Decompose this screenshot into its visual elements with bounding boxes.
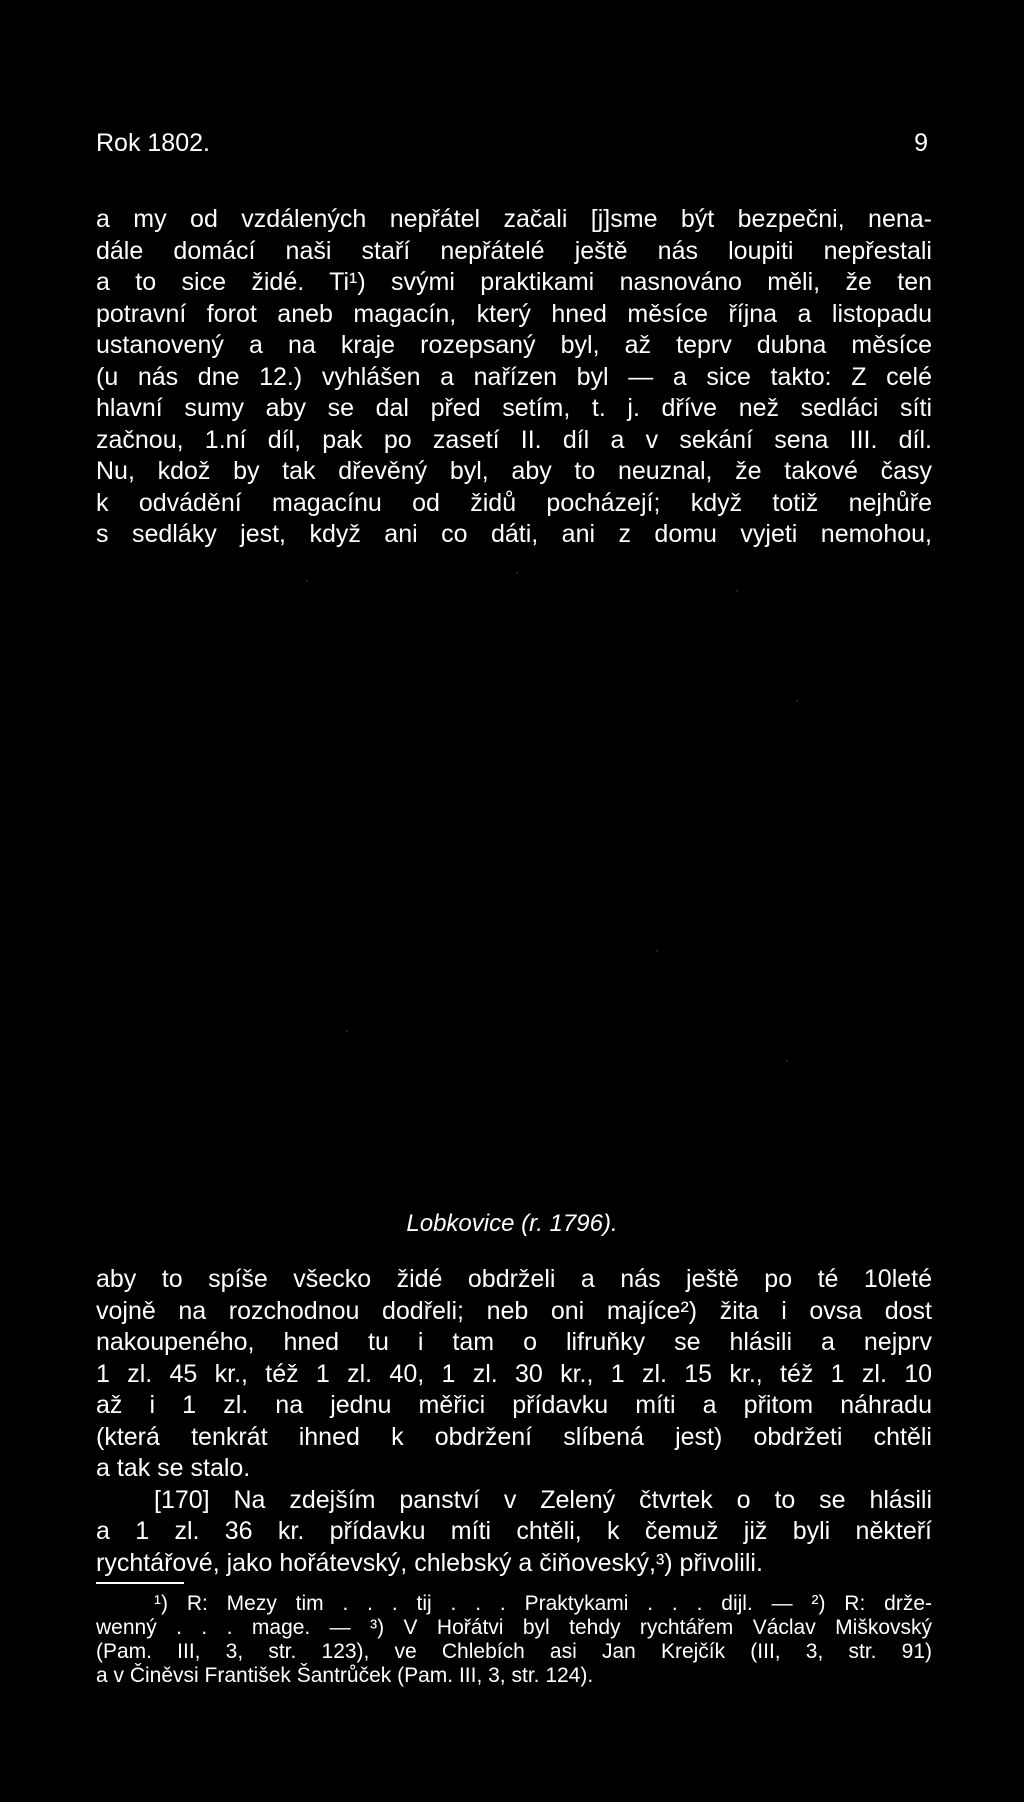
paragraph-top (96, 204, 932, 551)
text-line: aby to spíše všecko židé obdrželi a nás ještě po té 10leté (96, 1265, 932, 1293)
footnotes (96, 1592, 932, 1688)
footnote-line: (Pam. III, 3, str. 123), ve Chlebích asi Jan Krejčík (III, 3, str. 91) (96, 1640, 932, 1663)
image-speck (656, 950, 658, 952)
footnote-line: a v Činěvsi František Šantrůček (Pam. III, 3, str. 124). (96, 1664, 594, 1687)
footnote-line: wenný . . . mage. — ³) V Hořátvi byl tehdy rychtářem Václav Miškovský (96, 1616, 932, 1639)
text-line: k odvádění magacínu od židů pocházejí; když totiž nejhůře (96, 488, 932, 517)
footnote-divider (96, 1582, 184, 1584)
text-line: začnou, 1.ní díl, pak po zasetí II. díl a v sekání sena III. díl. (96, 425, 932, 454)
page-number: 9 (914, 129, 928, 157)
illustration-area (96, 560, 932, 1200)
image-speck (786, 1060, 788, 1062)
text-line: rychtářové, jako hořátevský, chlebský a čiňoveský,³) přivolili. (96, 1548, 763, 1577)
image-speck (346, 1030, 348, 1032)
text-line: vojně na rozchodnou dodřeli; neb oni majíce²) žita i ovsa dost (96, 1296, 932, 1325)
paragraph-bottom (96, 1264, 932, 1579)
image-speck (736, 590, 738, 592)
text-line: dále domácí naši staří nepřátelé ještě nás loupiti nepřestali (96, 236, 932, 265)
text-line: potravní forot aneb magacín, který hned měsíce října a listopadu (96, 299, 932, 328)
text-line: a my od vzdálených nepřátel začali [j]sme být bezpečni, nena- (96, 205, 932, 233)
text-line: Nu, kdož by tak dřevěný byl, aby to neuznal, že takové časy (96, 457, 932, 485)
text-line: (která tenkrát ihned k obdržení slíbená jest) obdržeti chtěli (96, 1422, 932, 1451)
text-line: ustanovený a na kraje rozepsaný byl, až teprv dubna měsíce (96, 331, 932, 359)
text-line: [170] Na zdejším panství v Zelený čtvrtek o to se hlásili (154, 1485, 932, 1514)
running-head-title: Rok 1802. (96, 129, 210, 157)
image-speck (306, 580, 308, 582)
text-line: až i 1 zl. na jednu měřici přídavku míti a přitom náhradu (96, 1391, 932, 1419)
text-line: s sedláky jest, když ani co dáti, ani z domu vyjeti nemohou, (96, 520, 932, 548)
footnote-line: ¹) R: Mezy tim . . . tij . . . Praktykami . . . dijl. — ²) R: drže- (154, 1592, 932, 1615)
text-line: 1 zl. 45 kr., též 1 zl. 40, 1 zl. 30 kr., 1 zl. 15 kr., též 1 zl. 10 (96, 1359, 932, 1388)
image-speck (516, 572, 518, 574)
image-speck (796, 700, 798, 702)
text-line: a to sice židé. Ti¹) svými praktikami nasnováno měli, že ten (96, 268, 932, 296)
figure-caption: Lobkovice (r. 1796). (406, 1210, 618, 1237)
text-line: hlavní sumy aby se dal před setím, t. j. dříve než sedláci síti (96, 394, 932, 422)
text-line: a 1 zl. 36 kr. přídavku míti chtěli, k čemuž již byli někteří (96, 1517, 932, 1545)
text-line: nakoupeného, hned tu i tam o lifruňky se hlásili a nejprv (96, 1328, 932, 1356)
text-line: (u nás dne 12.) vyhlášen a nařízen byl — a sice takto: Z celé (96, 362, 932, 391)
text-line: a tak se stalo. (96, 1454, 251, 1482)
